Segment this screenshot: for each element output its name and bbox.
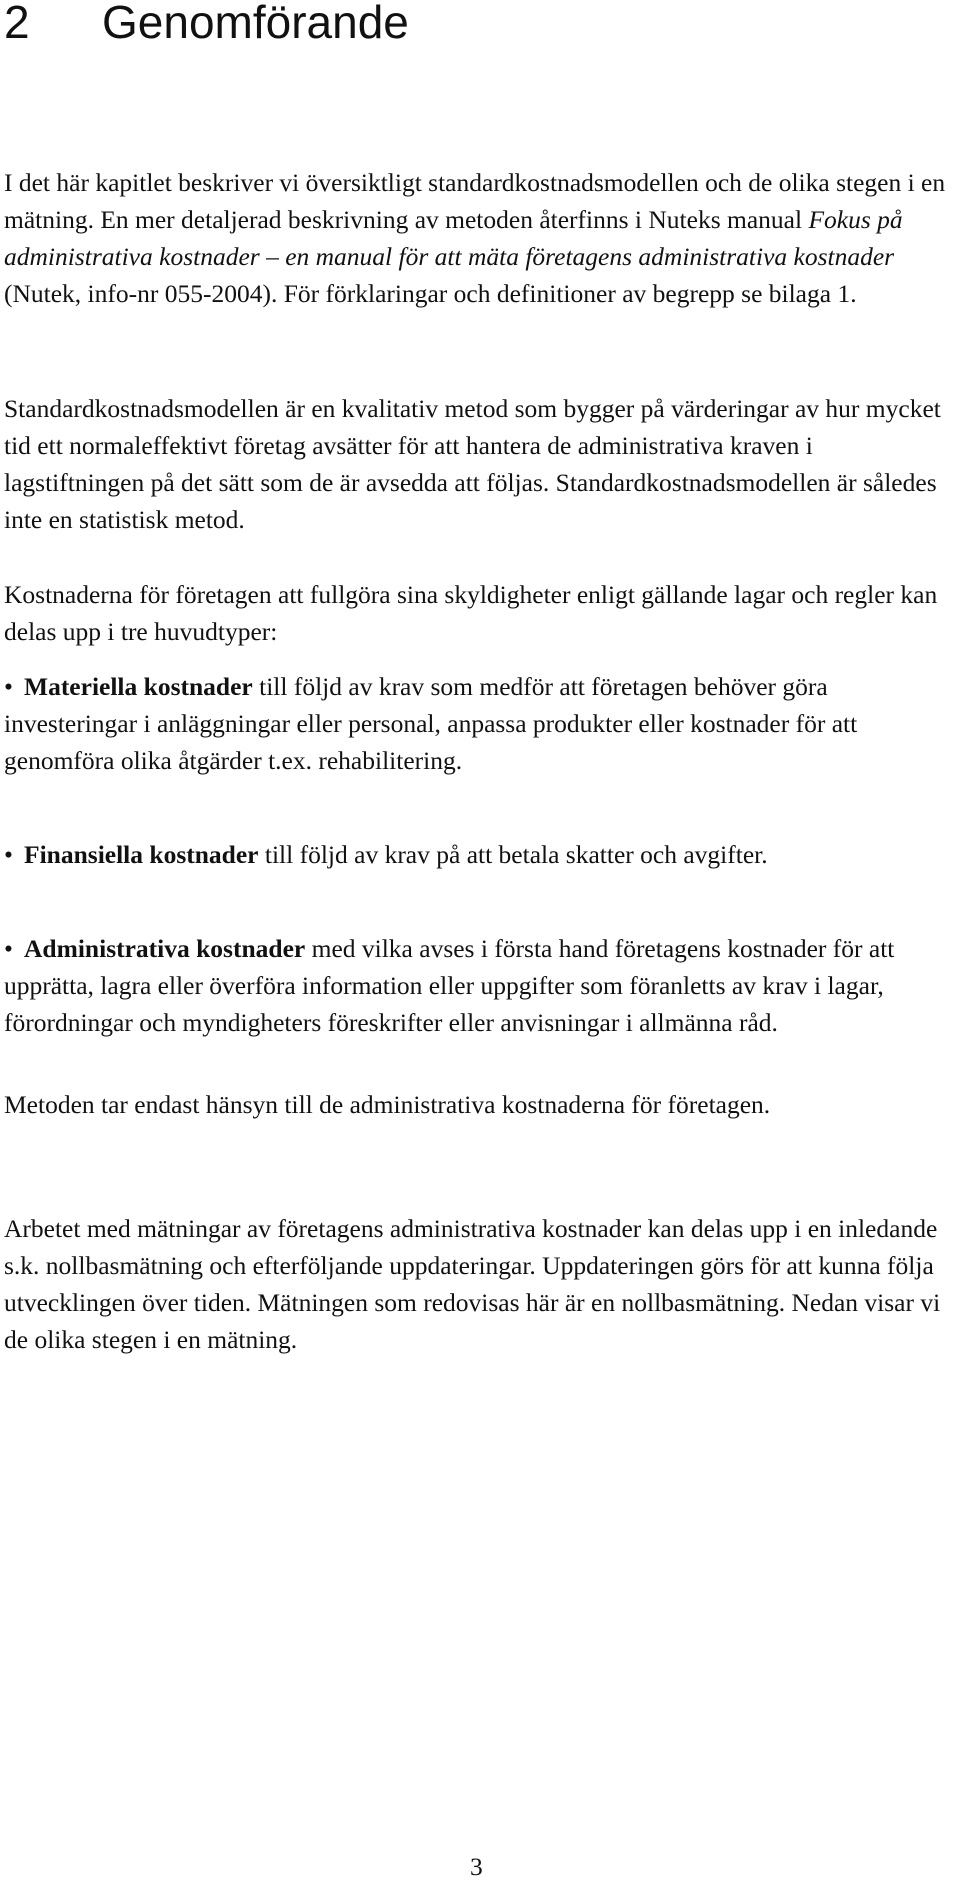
term-materiella: Materiella kostnader: [24, 672, 253, 701]
list-item-administrativa: [4, 930, 954, 1041]
paragraph-intro-text-b: (Nutek, info-nr 055-2004). För förklaringar och definitioner av begrepp se bilaga 1.: [4, 279, 857, 308]
term-administrativa: Administrativa kostnader: [24, 934, 306, 963]
page-number: 3: [470, 1852, 483, 1881]
term-finansiella: Finansiella kostnader: [24, 840, 259, 869]
paragraph-method: Standardkostnadsmodellen är en kvalitativ metod som bygger på värderingar av hur mycket tid ett normaleffektivt företag avsätter för att hantera de administrativa kraven i lagstiftningen på det sätt som de är avsedda att följas. Standardkostnadsmodellen är således inte en statistisk metod.: [4, 394, 941, 534]
list-item-text: med vilka avses i första hand företagens kostnader för att upprätta, lagra eller överföra information eller uppgifter som föranletts av krav i lagar, förordningar och myndigheters föreskrifter eller anvisningar i allmänna råd.: [4, 934, 895, 1037]
list-item-text: till följd av krav på att betala skatter och avgifter.: [258, 840, 768, 869]
paragraph-intro: [4, 164, 954, 312]
bullet-marker: •: [4, 934, 13, 963]
paragraph-scope: Metoden tar endast hänsyn till de administrativa kostnaderna för företagen.: [4, 1090, 771, 1119]
bullet-marker: •: [4, 840, 13, 869]
manual-title: Fokus på administrativa kostnader – en manual för att mäta företagens administrativa kostnader: [4, 205, 903, 271]
chapter-heading: [4, 0, 409, 48]
paragraph-cost-types: Kostnaderna för företagen att fullgöra sina skyldigheter enligt gällande lagar och regler kan delas upp i tre huvudtyper:: [4, 580, 938, 646]
list-item-materiella: [4, 668, 954, 779]
chapter-number: 2: [4, 0, 30, 48]
paragraph-intro-text-a: I det här kapitlet beskriver vi översiktligt standardkostnadsmodellen och de olika stegen i en mätning. En mer detaljerad beskrivning av metoden återfinns i Nuteks manual: [4, 168, 946, 234]
chapter-title: Genomförande: [102, 0, 409, 48]
list-item-text: till följd av krav som medför att företagen behöver göra investeringar i anläggningar eller personal, anpassa produkter eller kostnader för att genomföra olika åtgärder t.ex. rehabilitering.: [4, 672, 858, 775]
list-item-finansiella: [4, 836, 954, 873]
bullet-marker: •: [4, 672, 13, 701]
paragraph-measurements: Arbetet med mätningar av företagens administrativa kostnader kan delas upp i en inledande s.k. nollbasmätning och efterföljande uppdateringar. Uppdateringen görs för att kunna följa utvecklingen över tiden. Mätningen som redovisas här är en nollbasmätning. Nedan visar vi de olika stegen i en mätning.: [4, 1214, 941, 1354]
